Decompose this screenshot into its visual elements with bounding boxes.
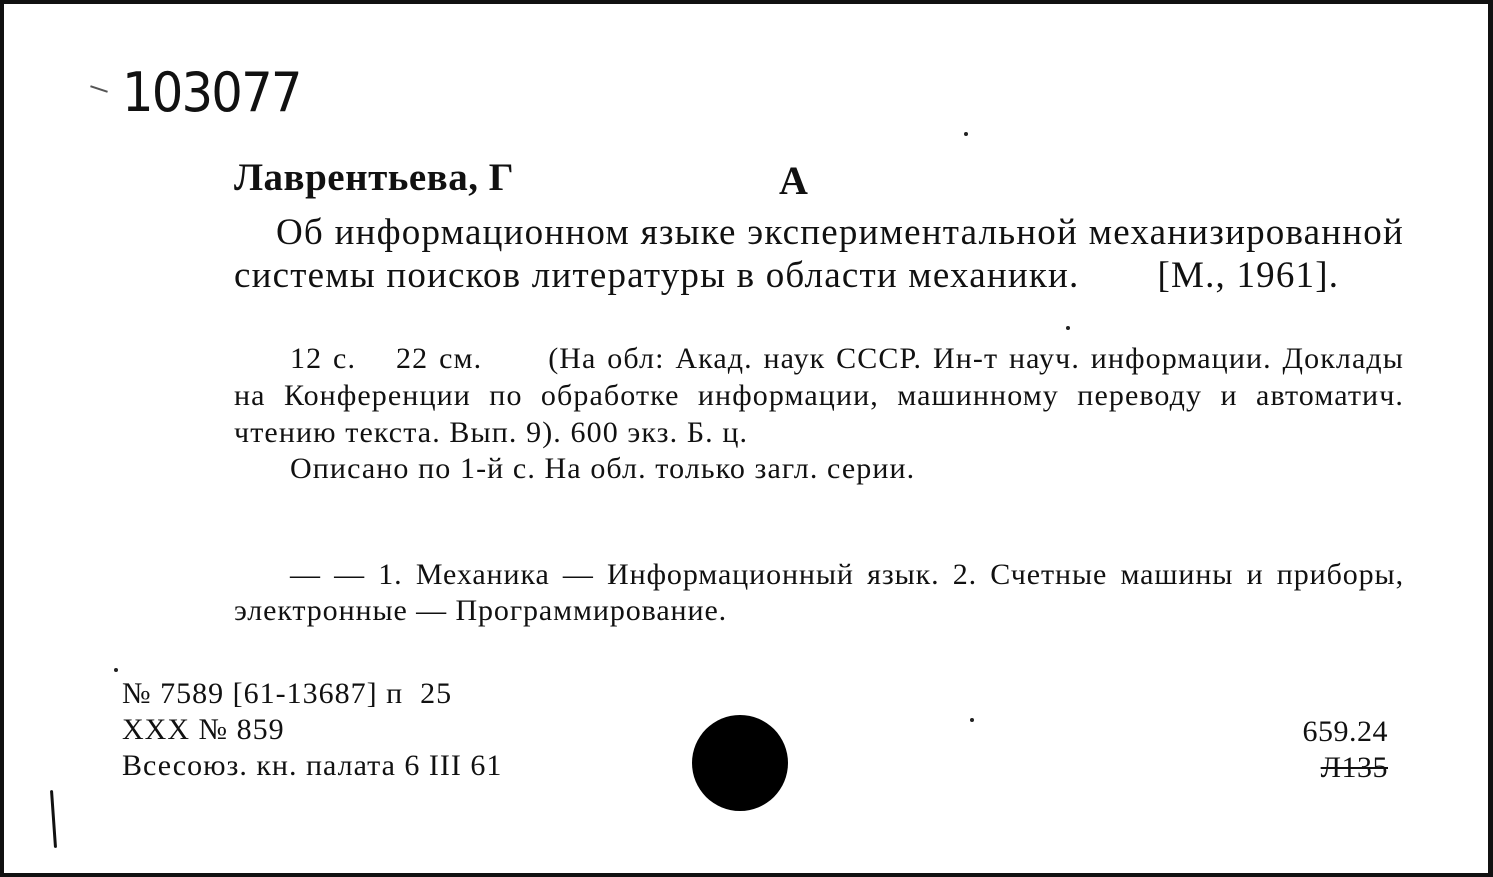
subjects-block [234, 557, 1404, 629]
ink-speck [114, 668, 118, 672]
ink-speck [970, 718, 974, 722]
classification-number: 659.24 [1302, 715, 1388, 748]
title-block [234, 211, 1404, 297]
author-initial: А [779, 158, 808, 203]
subject-headings: — — 1. Механика — Информационный язык. 2. Счетные машины и приборы, электронные — Программирование. [234, 558, 1404, 627]
title-text: Об информационном языке экспериментальной механизированной системы поисков литературы в области механики. [234, 212, 1404, 296]
description-note: Описано по 1-й с. На обл. только загл. серии. [290, 452, 916, 485]
imprint-line: Всесоюз. кн. палата 6 III 61 [122, 749, 503, 782]
collation-block [234, 340, 1404, 451]
imprint-block [122, 676, 502, 784]
imprint-line: № 7589 [61-13687] п 25 [122, 677, 453, 710]
collation-pages: 12 с. [290, 342, 357, 375]
publication-place-year: [М., 1961]. [1157, 255, 1340, 296]
series-note: (На обл: Акад. наук СССР. Ин-т науч. информации. Доклады на Конференции по обработке информации, машинному переводу и автоматич. чтению текста. Вып. 9). 600 экз. Б. ц. [234, 342, 1404, 449]
author-name: Лаврентьева, Г [234, 156, 515, 199]
ink-speck [964, 132, 968, 136]
catalog-number: 103077 [122, 61, 301, 124]
collation-size: 22 см. [396, 342, 483, 375]
shelf-mark: Л135 [1320, 751, 1388, 784]
punch-hole [692, 715, 788, 811]
classification-block [1303, 714, 1389, 786]
edge-mark [50, 790, 57, 848]
imprint-line: XXX № 859 [122, 713, 285, 746]
ink-speck [1066, 326, 1070, 330]
pencil-tick-mark [90, 85, 108, 92]
